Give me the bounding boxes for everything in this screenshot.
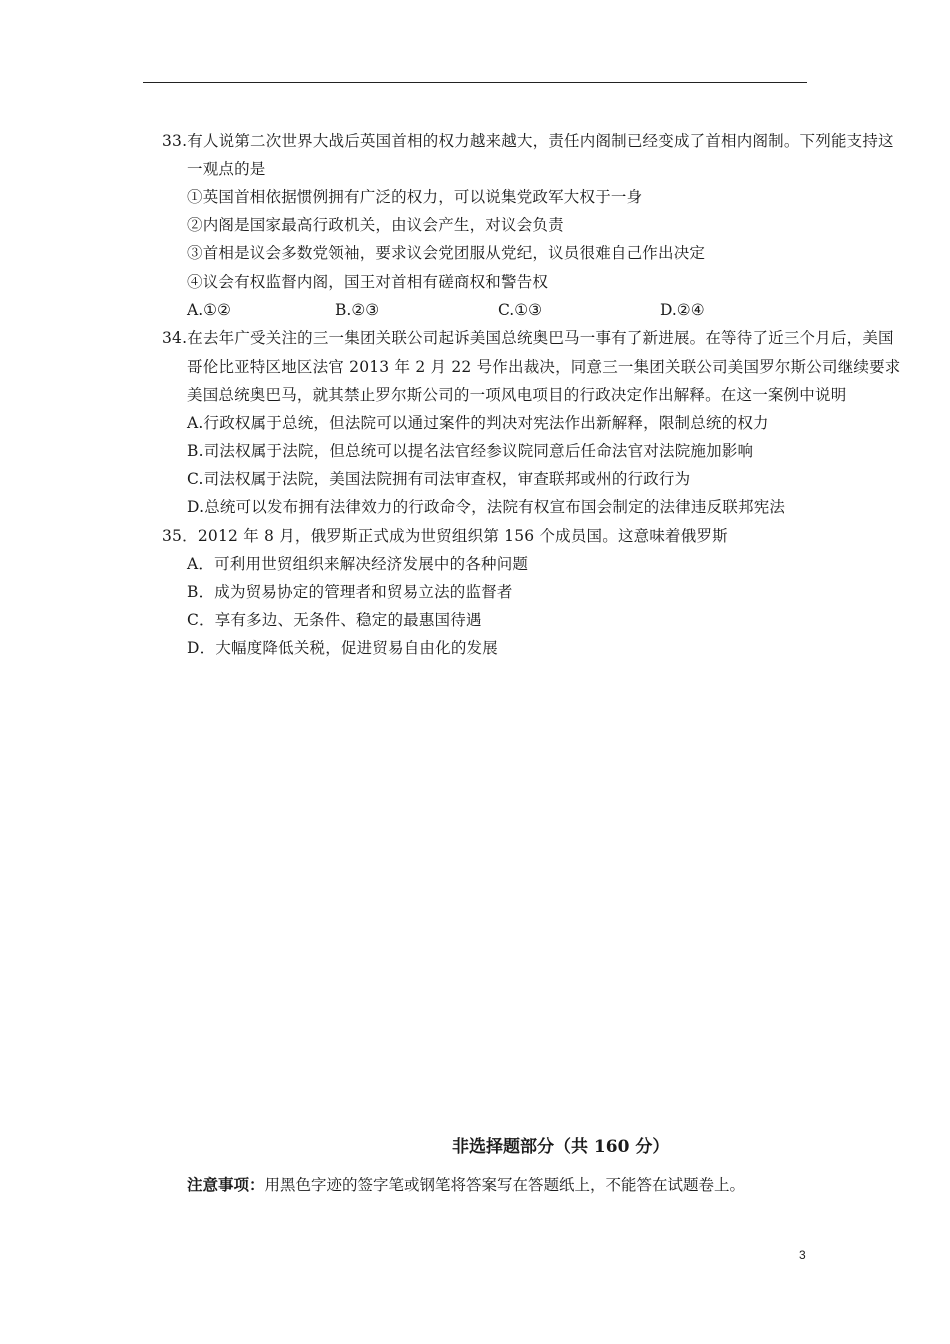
q35-option-a: A．可利用世贸组织来解决经济发展中的各种问题	[187, 555, 529, 573]
q35-option-d: D．大幅度降低关税，促进贸易自由化的发展	[187, 639, 498, 657]
notice-label: 注意事项：	[187, 1175, 265, 1194]
q33-option-c: C.①③	[498, 301, 543, 319]
notice-text: 用黑色字迹的签字笔或钢笔将答案写在答题纸上，不能答在试题卷上。	[264, 1176, 746, 1194]
q33-statement-4: ④议会有权监督内阁，国王对首相有磋商权和警告权	[187, 273, 549, 291]
q34-option-c: C.司法权属于法院，美国法院拥有司法审查权，审查联邦或州的行政行为	[187, 470, 691, 488]
q34-stem-line1: 34.在去年广受关注的三一集团关联公司起诉美国总统奥巴马一事有了新进展。在等待了近三个月后，美国	[162, 329, 894, 347]
notice	[187, 1175, 745, 1195]
q33-option-b: B.②③	[335, 301, 380, 319]
q35-option-b: B．成为贸易协定的管理者和贸易立法的监督者	[187, 583, 513, 601]
q35-option-c: C．享有多边、无条件、稳定的最惠国待遇	[187, 611, 482, 629]
q35-stem: 35．2012 年 8 月，俄罗斯正式成为世贸组织第 156 个成员国。这意味着俄罗斯	[162, 527, 728, 545]
q34-stem-line3: 美国总统奥巴马，就其禁止罗尔斯公司的一项风电项目的行政决定作出解释。在这一案例中说明	[187, 386, 847, 404]
q33-stem-line2: 一观点的是	[187, 160, 266, 178]
q34-option-b: B.司法权属于法院，但总统可以提名法官经参议院同意后任命法官对法院施加影响	[187, 442, 754, 460]
section-title: 非选择题部分（共 160 分）	[452, 1137, 670, 1157]
q33-options	[187, 300, 747, 320]
q34-stem-line2: 哥伦比亚特区地区法官 2013 年 2 月 22 号作出裁决，同意三一集团关联公司美国罗尔斯公司继续要求	[187, 358, 901, 376]
q33-option-d: D.②④	[660, 301, 705, 319]
q34-option-d: D.总统可以发布拥有法律效力的行政命令，法院有权宣布国会制定的法律违反联邦宪法	[187, 498, 786, 516]
q33-option-a: A.①②	[187, 301, 231, 319]
q33-statement-3: ③首相是议会多数党领袖，要求议会党团服从党纪，议员很难自己作出决定	[187, 244, 706, 262]
q34-option-a: A.行政权属于总统，但法院可以通过案件的判决对宪法作出新解释，限制总统的权力	[187, 414, 769, 432]
q33-stem-line1: 33.有人说第二次世界大战后英国首相的权力越来越大，责任内阁制已经变成了首相内阁制。下列能支持这	[162, 132, 894, 150]
page-number: 3	[799, 1248, 806, 1262]
q33-statement-1: ①英国首相依据惯例拥有广泛的权力，可以说集党政军大权于一身	[187, 188, 643, 206]
header-rule	[143, 82, 807, 83]
q33-statement-2: ②内阁是国家最高行政机关，由议会产生，对议会负责	[187, 216, 564, 234]
